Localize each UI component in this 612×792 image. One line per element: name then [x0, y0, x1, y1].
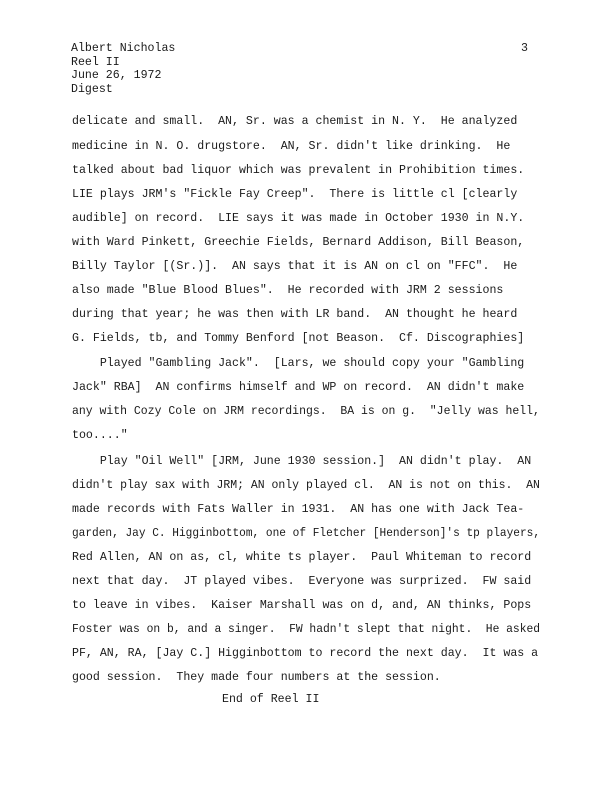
text-line: Jack" RBA] AN confirms himself and WP on record. AN didn't make	[72, 381, 525, 394]
text-line: medicine in N. O. drugstore. AN, Sr. didn't like drinking. He	[72, 140, 511, 153]
header-reel: Reel II	[71, 55, 120, 69]
text-line: talked about bad liquor which was prevalent in Prohibition times.	[72, 164, 525, 177]
text-line: Red Allen, AN on as, cl, white ts player. Paul Whiteman to record	[72, 551, 532, 564]
text-line: during that year; he was then with LR band. AN thought he heard	[72, 308, 518, 321]
text-line: Play "Oil Well" [JRM, June 1930 session.] AN didn't play. AN	[72, 455, 532, 468]
text-line: next that day. JT played vibes. Everyone was surprized. FW said	[72, 575, 532, 588]
text-line: delicate and small. AN, Sr. was a chemist in N. Y. He analyzed	[72, 115, 518, 128]
text-line: Billy Taylor [(Sr.)]. AN says that it is AN on cl on "FFC". He	[72, 260, 518, 273]
text-line: to leave in vibes. Kaiser Marshall was on d, and, AN thinks, Pops	[72, 599, 532, 612]
text-line: with Ward Pinkett, Greechie Fields, Bernard Addison, Bill Beason,	[72, 236, 525, 249]
text-line: too...."	[72, 429, 128, 442]
end-of-reel-note: End of Reel II	[222, 693, 320, 706]
text-line: made records with Fats Waller in 1931. AN has one with Jack Tea-	[72, 503, 525, 516]
document-header	[71, 42, 175, 96]
text-line: LIE plays JRM's "Fickle Fay Creep". There is little cl [clearly	[72, 188, 518, 201]
header-date: June 26, 1972	[71, 69, 162, 82]
text-line: audible] on record. LIE says it was made in October 1930 in N.Y.	[72, 212, 525, 225]
text-line: PF, AN, RA, [Jay C.] Higginbottom to record the next day. It was a	[72, 647, 539, 660]
text-line: any with Cozy Cole on JRM recordings. BA is on g. "Jelly was hell,	[72, 405, 540, 418]
text-line: Played "Gambling Jack". [Lars, we should copy your "Gambling	[72, 357, 525, 370]
header-name: Albert Nicholas	[71, 42, 176, 55]
text-line: also made "Blue Blood Blues". He recorded with JRM 2 sessions	[72, 284, 504, 297]
text-line: didn't play sax with JRM; AN only played cl. AN is not on this. AN	[72, 479, 540, 492]
page-number: 3	[521, 42, 528, 55]
text-line: good session. They made four numbers at the session.	[72, 671, 441, 684]
text-line: Foster was on b, and a singer. FW hadn't slept that night. He asked	[72, 623, 541, 636]
text-line: G. Fields, tb, and Tommy Benford [not Beason. Cf. Discographies]	[72, 332, 525, 345]
header-type: Digest	[71, 82, 113, 96]
text-line: garden, Jay C. Higginbottom, one of Fletcher [Henderson]'s tp players,	[72, 527, 541, 540]
